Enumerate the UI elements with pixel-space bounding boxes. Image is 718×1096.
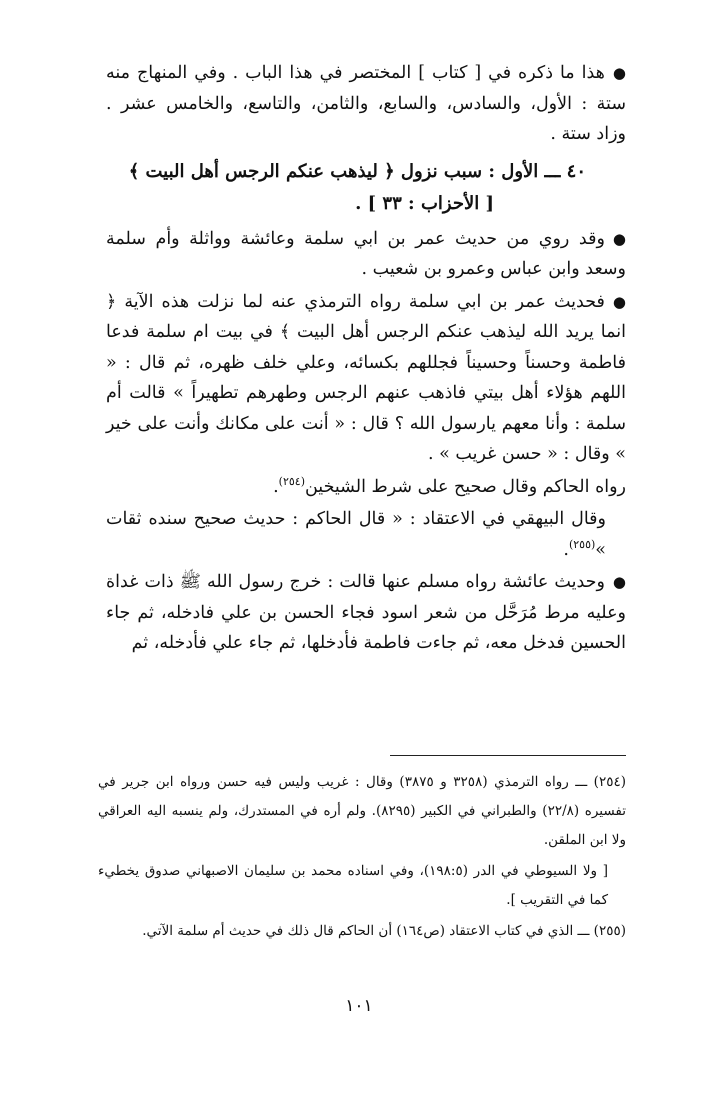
footnote-254-text: (٢٥٤) ـــ رواه الترمذي (٣٢٥٨ و ٣٨٧٥) وقال : غريب وليس فيه حسن ورواه ابن جرير في تفسيره (٢٢/٨) والطبراني في الكبير (٨٢٩٥). ولم أره في المستدرك، ولم ينسبه اليه العراقي ولا ابن الملقن. bbox=[98, 774, 626, 848]
section-heading-line2: [ الأحزاب : ٣٣ ] . bbox=[355, 192, 494, 214]
bullet-icon: ● bbox=[612, 292, 626, 311]
footnote-254 bbox=[98, 768, 626, 855]
footnote-255 bbox=[98, 917, 626, 946]
footnote-ref-255[interactable]: (٢٥٥) bbox=[568, 537, 596, 551]
bullet-icon: ● bbox=[612, 229, 626, 248]
page-number: ١٠١ bbox=[345, 996, 373, 1016]
footnote-254-continued-text: [ ولا السيوطي في الدر (١٩٨:٥)، وفي اسناده محمد بن سليمان الاصبهاني صدوق يخطيء كما في التقريب ]. bbox=[98, 863, 608, 908]
paragraph-hadith-aisha-text: وحديث عائشة رواه مسلم عنها قالت : خرج رسول الله ﷺ ذات غداة وعليه مرط مُرَحَّل من شعر اسود فجاء الحسن بن علي فادخله، ثم جاء الحسين فدخل معه، ثم جاءت فاطمة فأدخلها، ثم جاء علي فأدخله، ثم bbox=[106, 572, 626, 653]
paragraph-hadith-aisha bbox=[106, 567, 626, 659]
paragraph-hadith-umar bbox=[106, 287, 626, 470]
section-heading bbox=[106, 156, 626, 220]
bullet-icon: ● bbox=[612, 573, 626, 591]
paragraph-bayhaqi-text: وقال البيهقي في الاعتقاد : « قال الحاكم : حديث صحيح سنده ثقات » bbox=[106, 509, 606, 560]
paragraph-hakim bbox=[106, 472, 626, 503]
bullet-icon: ● bbox=[612, 64, 626, 82]
footnotes bbox=[98, 768, 626, 948]
paragraph-intro bbox=[106, 58, 626, 150]
footnote-255-text: (٢٥٥) ـــ الذي في كتاب الاعتقاد (ص١٦٤) أن الحاكم قال ذلك في حديث أم سلمة الآتي. bbox=[142, 923, 626, 939]
paragraph-narrators-text: وقد روي من حديث عمر بن ابي سلمة وعائشة وواثلة وأم سلمة وسعد وابن عباس وعمرو بن شعيب . bbox=[106, 228, 626, 279]
main-text bbox=[106, 58, 626, 661]
paragraph-hakim-end: . bbox=[273, 476, 279, 497]
paragraph-bayhaqi bbox=[106, 504, 626, 565]
section-heading-line1: ٤٠ ـــ الأول : سبب نزول ﴿ ليذهب عنكم الرجس أهل البيت ﴾ bbox=[128, 160, 586, 182]
footnote-divider bbox=[390, 755, 626, 756]
paragraph-bayhaqi-end: . bbox=[563, 539, 569, 560]
paragraph-hakim-text: رواه الحاكم وقال صحيح على شرط الشيخين bbox=[304, 476, 626, 497]
paragraph-narrators bbox=[106, 224, 626, 285]
footnote-254-continued bbox=[98, 857, 626, 915]
paragraph-hadith-umar-text: فحديث عمر بن ابي سلمة رواه الترمذي عنه لما نزلت هذه الآية ﴿ انما يريد الله ليذهب عنكم الرجس أهل البيت ﴾ في بيت ام سلمة فدعا فاطمة وحسناً وحسيناً فجللهم بكسائه، وعلي خلف ظهره، ثم قال : « اللهم هؤلاء أهل بيتي فاذهب عنهم الرجس وطهرهم تطهيراً » قالت أم سلمة : وأنا معهم يارسول الله ؟ قال : « أنت على مكانك وأنت على خير » وقال : « حسن غريب » . bbox=[106, 291, 626, 464]
paragraph-intro-text: هذا ما ذكره في [ كتاب ] المختصر في هذا الباب . وفي المنهاج منه ستة : الأول، والسادس، والسابع، والثامن، والتاسع، والخامس عشر . وزاد ستة . bbox=[106, 63, 626, 144]
footnote-ref-254[interactable]: (٢٥٤) bbox=[278, 474, 305, 488]
